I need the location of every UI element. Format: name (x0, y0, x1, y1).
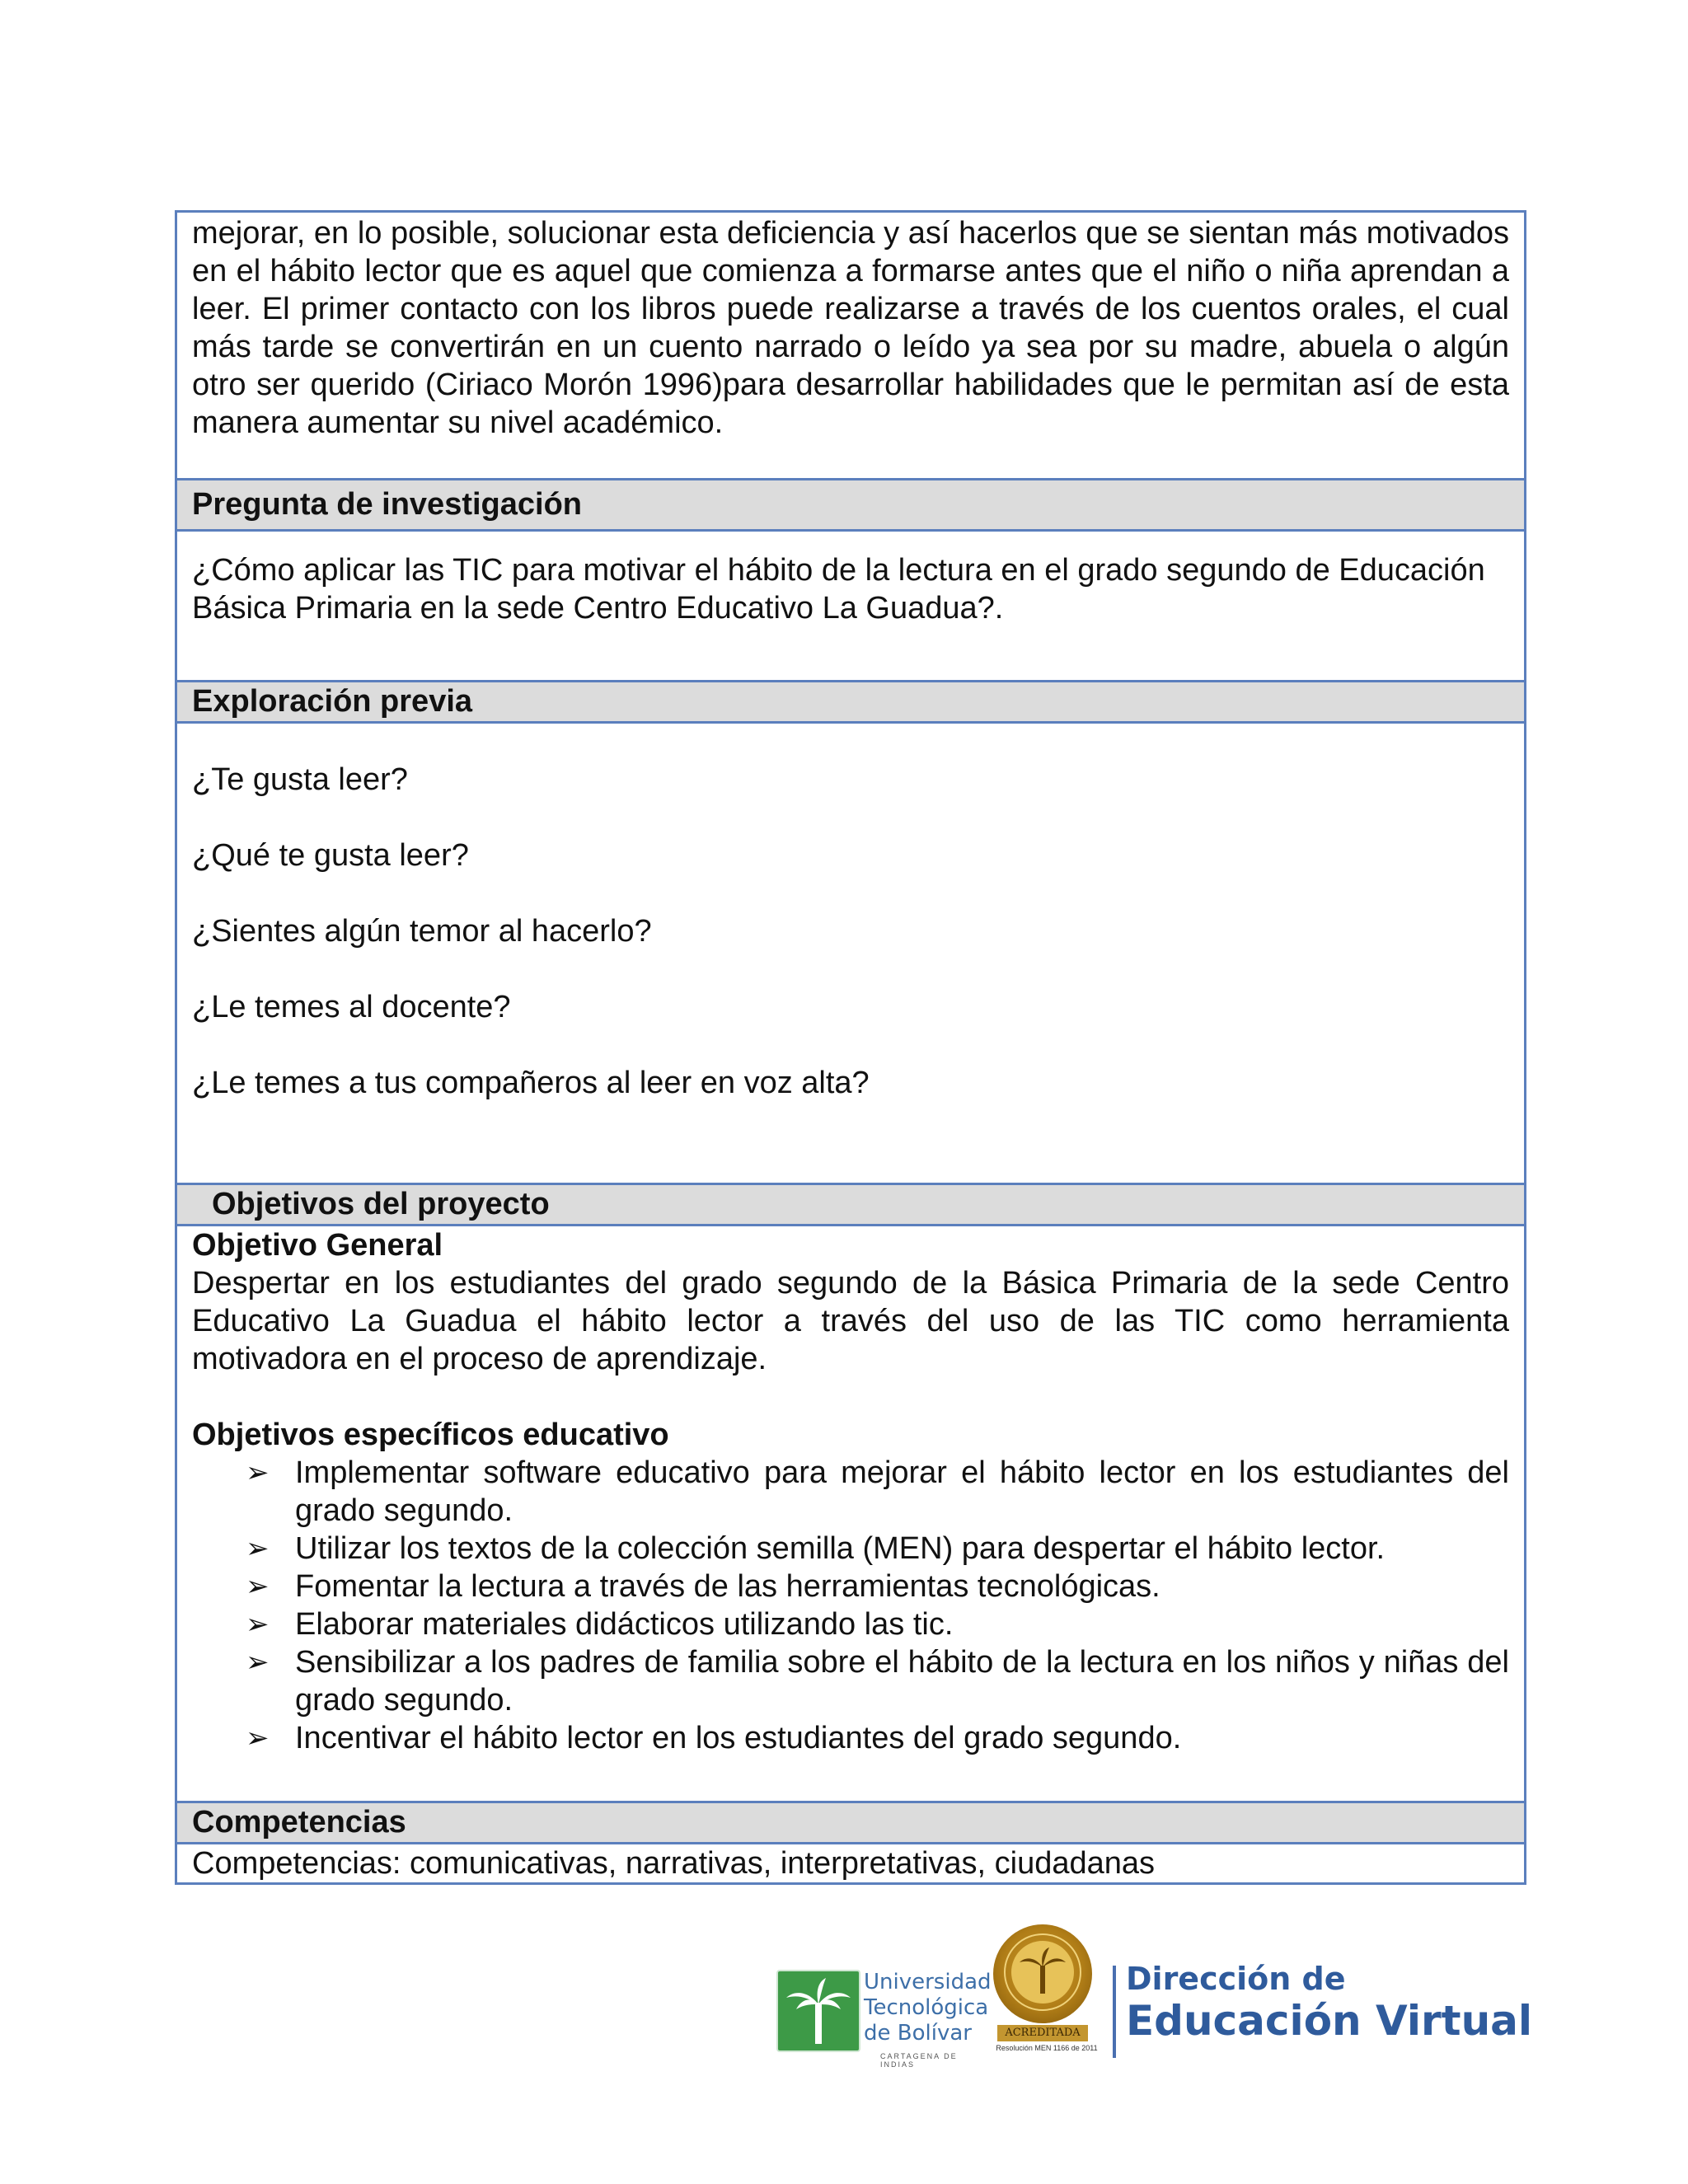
objetivos-especificos-title: Objetivos específicos educativo (192, 1418, 669, 1452)
list-item-text: Implementar software educativo para mejorar el hábito lector en los estudiantes del grado segundo. (295, 1455, 1509, 1528)
pregunta-cell (177, 532, 1524, 682)
competencias-header (177, 1803, 1524, 1844)
exploracion-question: ¿Le temes a tus compañeros al leer en voz alta? (192, 1066, 870, 1100)
utb-subtitle: CARTAGENA DE INDIAS (880, 2052, 958, 2069)
pregunta-header (177, 480, 1524, 532)
intro-cell (177, 213, 1524, 480)
exploracion-question: ¿Qué te gusta leer? (192, 838, 469, 873)
arrow-bullet-icon: ➢ (246, 1609, 270, 1640)
utb-name-line: Tecnológica (864, 1995, 989, 2020)
exploracion-header (177, 682, 1524, 724)
intro-paragraph: mejorar, en lo posible, solucionar esta deficiencia y así hacerlos que se sientan más motivados en el hábito lector que es aquel que comienza a formarse antes que el niño o niña aprendan a leer. El primer contacto con los libros puede realizarse a través de los cuentos orales, el cual más tarde se convertirán en un cuento narrado o leído ya sea por su madre, abuela o algún otro ser querido (Ciriaco Morón 1996)para desarrollar habilidades que le permitan así de esta manera aumentar su nivel académico. (192, 216, 1509, 440)
footer-logos (775, 1924, 1599, 2069)
competencias-header-label: Competencias (192, 1805, 406, 1840)
accreditation-seal (993, 1924, 1098, 2056)
exploracion-question: ¿Te gusta leer? (192, 762, 408, 797)
exploracion-header-label: Exploración previa (192, 684, 473, 719)
objetivos-especificos-list (192, 1454, 1509, 1757)
list-item (246, 1605, 1509, 1643)
objetivos-header-label: Objetivos del proyecto (212, 1187, 550, 1221)
objetivos-header (177, 1185, 1524, 1226)
palm-tree-icon (776, 1970, 860, 2052)
utb-name-line: de Bolívar (864, 2021, 972, 2046)
competencias-text: Competencias: comunicativas, narrativas, interpretativas, ciudadanas (192, 1846, 1156, 1881)
seal-ribbon: ACREDITADA (997, 2025, 1088, 2041)
list-item-text: Incentivar el hábito lector en los estudiantes del grado segundo. (295, 1721, 1182, 1755)
objetivo-general-text: Despertar en los estudiantes del grado segundo de la Básica Primaria de la sede Centro Educativo La Guadua el hábito lector a través del uso de las TIC como herramienta motivadora en el proceso de aprendizaje. (192, 1266, 1509, 1376)
list-item (246, 1719, 1509, 1757)
arrow-bullet-icon: ➢ (246, 1457, 270, 1488)
direccion-line: Dirección de (1126, 1961, 1346, 1997)
pregunta-header-label: Pregunta de investigación (192, 487, 582, 522)
utb-name (864, 1970, 992, 2046)
list-item-text: Utilizar los textos de la colección semilla (MEN) para despertar el hábito lector. (295, 1531, 1386, 1566)
utb-logo (775, 1970, 992, 2069)
exploracion-question: ¿Le temes al docente? (192, 990, 511, 1024)
seal-emblem-icon (993, 1924, 1092, 2023)
competencias-cell (177, 1844, 1524, 1882)
arrow-bullet-icon: ➢ (246, 1647, 270, 1678)
pregunta-text: ¿Cómo aplicar las TIC para motivar el hábito de la lectura en el grado segundo de Educación Básica Primaria en la sede Centro Educativo La Guadua?. (192, 553, 1485, 626)
list-item-text: Sensibilizar a los padres de familia sobre el hábito de la lectura en los niños y niñas del grado segundo. (295, 1645, 1509, 1718)
exploracion-cell (177, 724, 1524, 1185)
list-item (246, 1454, 1509, 1530)
arrow-bullet-icon: ➢ (246, 1722, 270, 1754)
list-item (246, 1530, 1509, 1568)
arrow-bullet-icon: ➢ (246, 1533, 270, 1564)
arrow-bullet-icon: ➢ (246, 1571, 270, 1602)
list-item (246, 1568, 1509, 1605)
logo-divider (1113, 1966, 1116, 2058)
exploracion-question: ¿Sientes algún temor al hacerlo? (192, 914, 652, 949)
list-item (246, 1643, 1509, 1719)
objetivos-cell (177, 1226, 1524, 1803)
list-item-text: Fomentar la lectura a través de las herramientas tecnológicas. (295, 1569, 1160, 1604)
direccion-line: Educación Virtual (1126, 1997, 1533, 2045)
list-item-text: Elaborar materiales didácticos utilizando las tic. (295, 1607, 954, 1642)
document-table (175, 210, 1526, 1885)
objetivo-general-title: Objetivo General (192, 1228, 443, 1263)
seal-resolution: Resolución MEN 1166 de 2011 (996, 2044, 1098, 2052)
utb-name-line: Universidad (864, 1970, 992, 1994)
direccion-logo (1126, 1961, 1532, 2045)
